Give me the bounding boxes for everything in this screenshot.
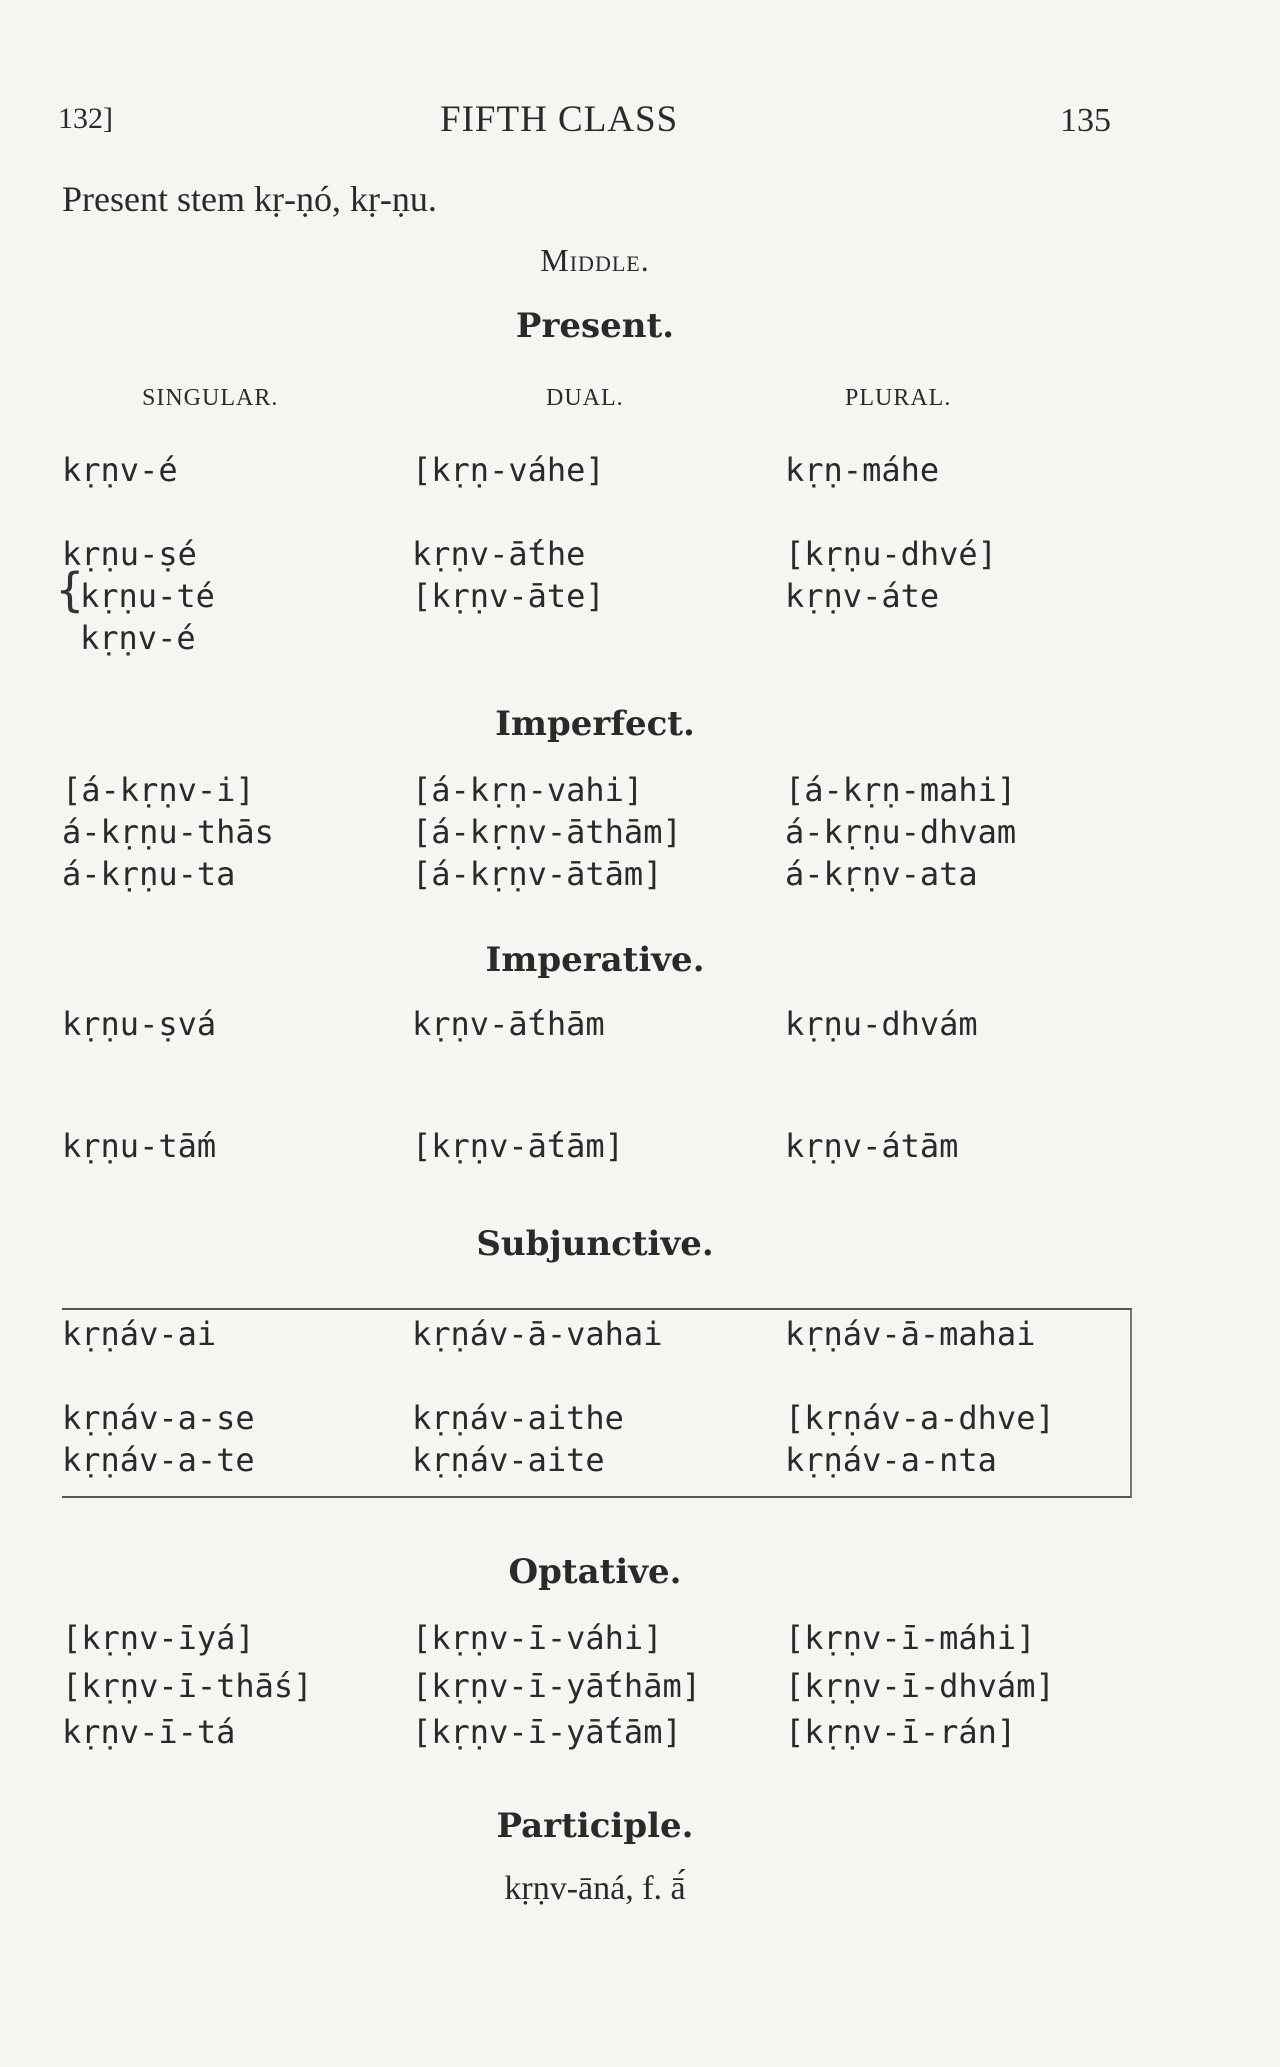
participle-form: kṛṇv-āná, f. ā́ [504,1870,686,1907]
subjunctive-heading: Subjunctive. [476,1224,714,1264]
present-singular-3: kṛṇu-té [80,577,215,615]
imperfect-dual-1: [á-kṛṇ-vahi] [412,771,644,809]
present-plural-1: kṛṇ-máhe [785,451,940,489]
imperfect-heading: Imperfect. [495,704,695,744]
optative-plural-1: [kṛṇv-ī-máhi] [785,1619,1036,1657]
present-dual-1: [kṛṇ-váhe] [412,451,605,489]
imperative-dual-3: [kṛṇv-ā́tām] [412,1127,624,1165]
subjunctive-dual-3: kṛṇáv-aite [412,1441,605,1479]
imperfect-singular-2: á-kṛṇu-thās [62,813,274,851]
imperative-plural-3: kṛṇv-átām [785,1127,959,1165]
optative-heading: Optative. [508,1552,682,1592]
present-plural-3: kṛṇv-áte [785,577,940,615]
dual-column-header: DUAL. [546,385,624,411]
page-number: 135 [1060,102,1111,139]
imperfect-dual-3: [á-kṛṇv-ātām] [412,855,663,893]
imperative-singular-3: kṛṇu-tā́m [62,1127,217,1165]
participle-heading: Participle. [496,1806,694,1846]
optative-singular-1: [kṛṇv-īyá] [62,1619,255,1657]
optative-singular-2: [kṛṇv-ī-thā́s] [62,1667,313,1705]
subjunctive-plural-1: kṛṇáv-ā-mahai [785,1315,1036,1353]
optative-dual-2: [kṛṇv-ī-yā́thām] [412,1667,701,1705]
imperative-heading: Imperative. [485,940,705,980]
present-stem-line: Present stem kṛ-ṇó, kṛ-ṇu. [62,179,437,219]
subjunctive-singular-1: kṛṇáv-ai [62,1315,217,1353]
present-singular-3-alt: kṛṇv-é [80,619,196,657]
present-alternative-brace: { [56,563,84,617]
subjunctive-singular-2: kṛṇáv-a-se [62,1399,255,1437]
imperfect-plural-3: á-kṛṇv-ata [785,855,978,893]
running-header [0,98,1280,148]
imperative-dual-2: kṛṇv-ā́thām [412,1005,605,1043]
imperfect-plural-2: á-kṛṇu-dhvam [785,813,1017,851]
present-singular-2: kṛṇu-ṣé [62,535,197,573]
running-title: FIFTH CLASS [440,99,679,140]
present-singular-1: kṛṇv-é [62,451,178,489]
subjunctive-dual-2: kṛṇáv-aithe [412,1399,624,1437]
imperfect-singular-1: [á-kṛṇv-i] [62,771,255,809]
subjunctive-singular-3: kṛṇáv-a-te [62,1441,255,1479]
present-plural-2: [kṛṇu-dhvé] [785,535,997,573]
present-dual-3: [kṛṇv-āte] [412,577,605,615]
imperfect-dual-2: [á-kṛṇv-āthām] [412,813,682,851]
voice-heading: Middle. [540,242,650,278]
section-number: 132] [58,102,113,135]
optative-singular-3: kṛṇv-ī-tá [62,1713,236,1751]
present-dual-2: kṛṇv-ā́the [412,535,586,573]
optative-plural-2: [kṛṇv-ī-dhvám] [785,1667,1055,1705]
optative-plural-3: [kṛṇv-ī-rán] [785,1713,1017,1751]
imperative-singular-2: kṛṇu-ṣvá [62,1005,217,1043]
present-heading: Present. [515,306,675,346]
imperative-plural-2: kṛṇu-dhvám [785,1005,978,1043]
subjunctive-plural-3: kṛṇáv-a-nta [785,1441,997,1479]
imperfect-singular-3: á-kṛṇu-ta [62,855,236,893]
subjunctive-plural-2: [kṛṇáv-a-dhve] [785,1399,1055,1437]
imperfect-plural-1: [á-kṛṇ-mahi] [785,771,1017,809]
optative-dual-3: [kṛṇv-ī-yā́tām] [412,1713,682,1751]
singular-column-header: SINGULAR. [142,385,279,411]
optative-dual-1: [kṛṇv-ī-váhi] [412,1619,663,1657]
plural-column-header: PLURAL. [845,385,952,411]
subjunctive-dual-1: kṛṇáv-ā-vahai [412,1315,663,1353]
